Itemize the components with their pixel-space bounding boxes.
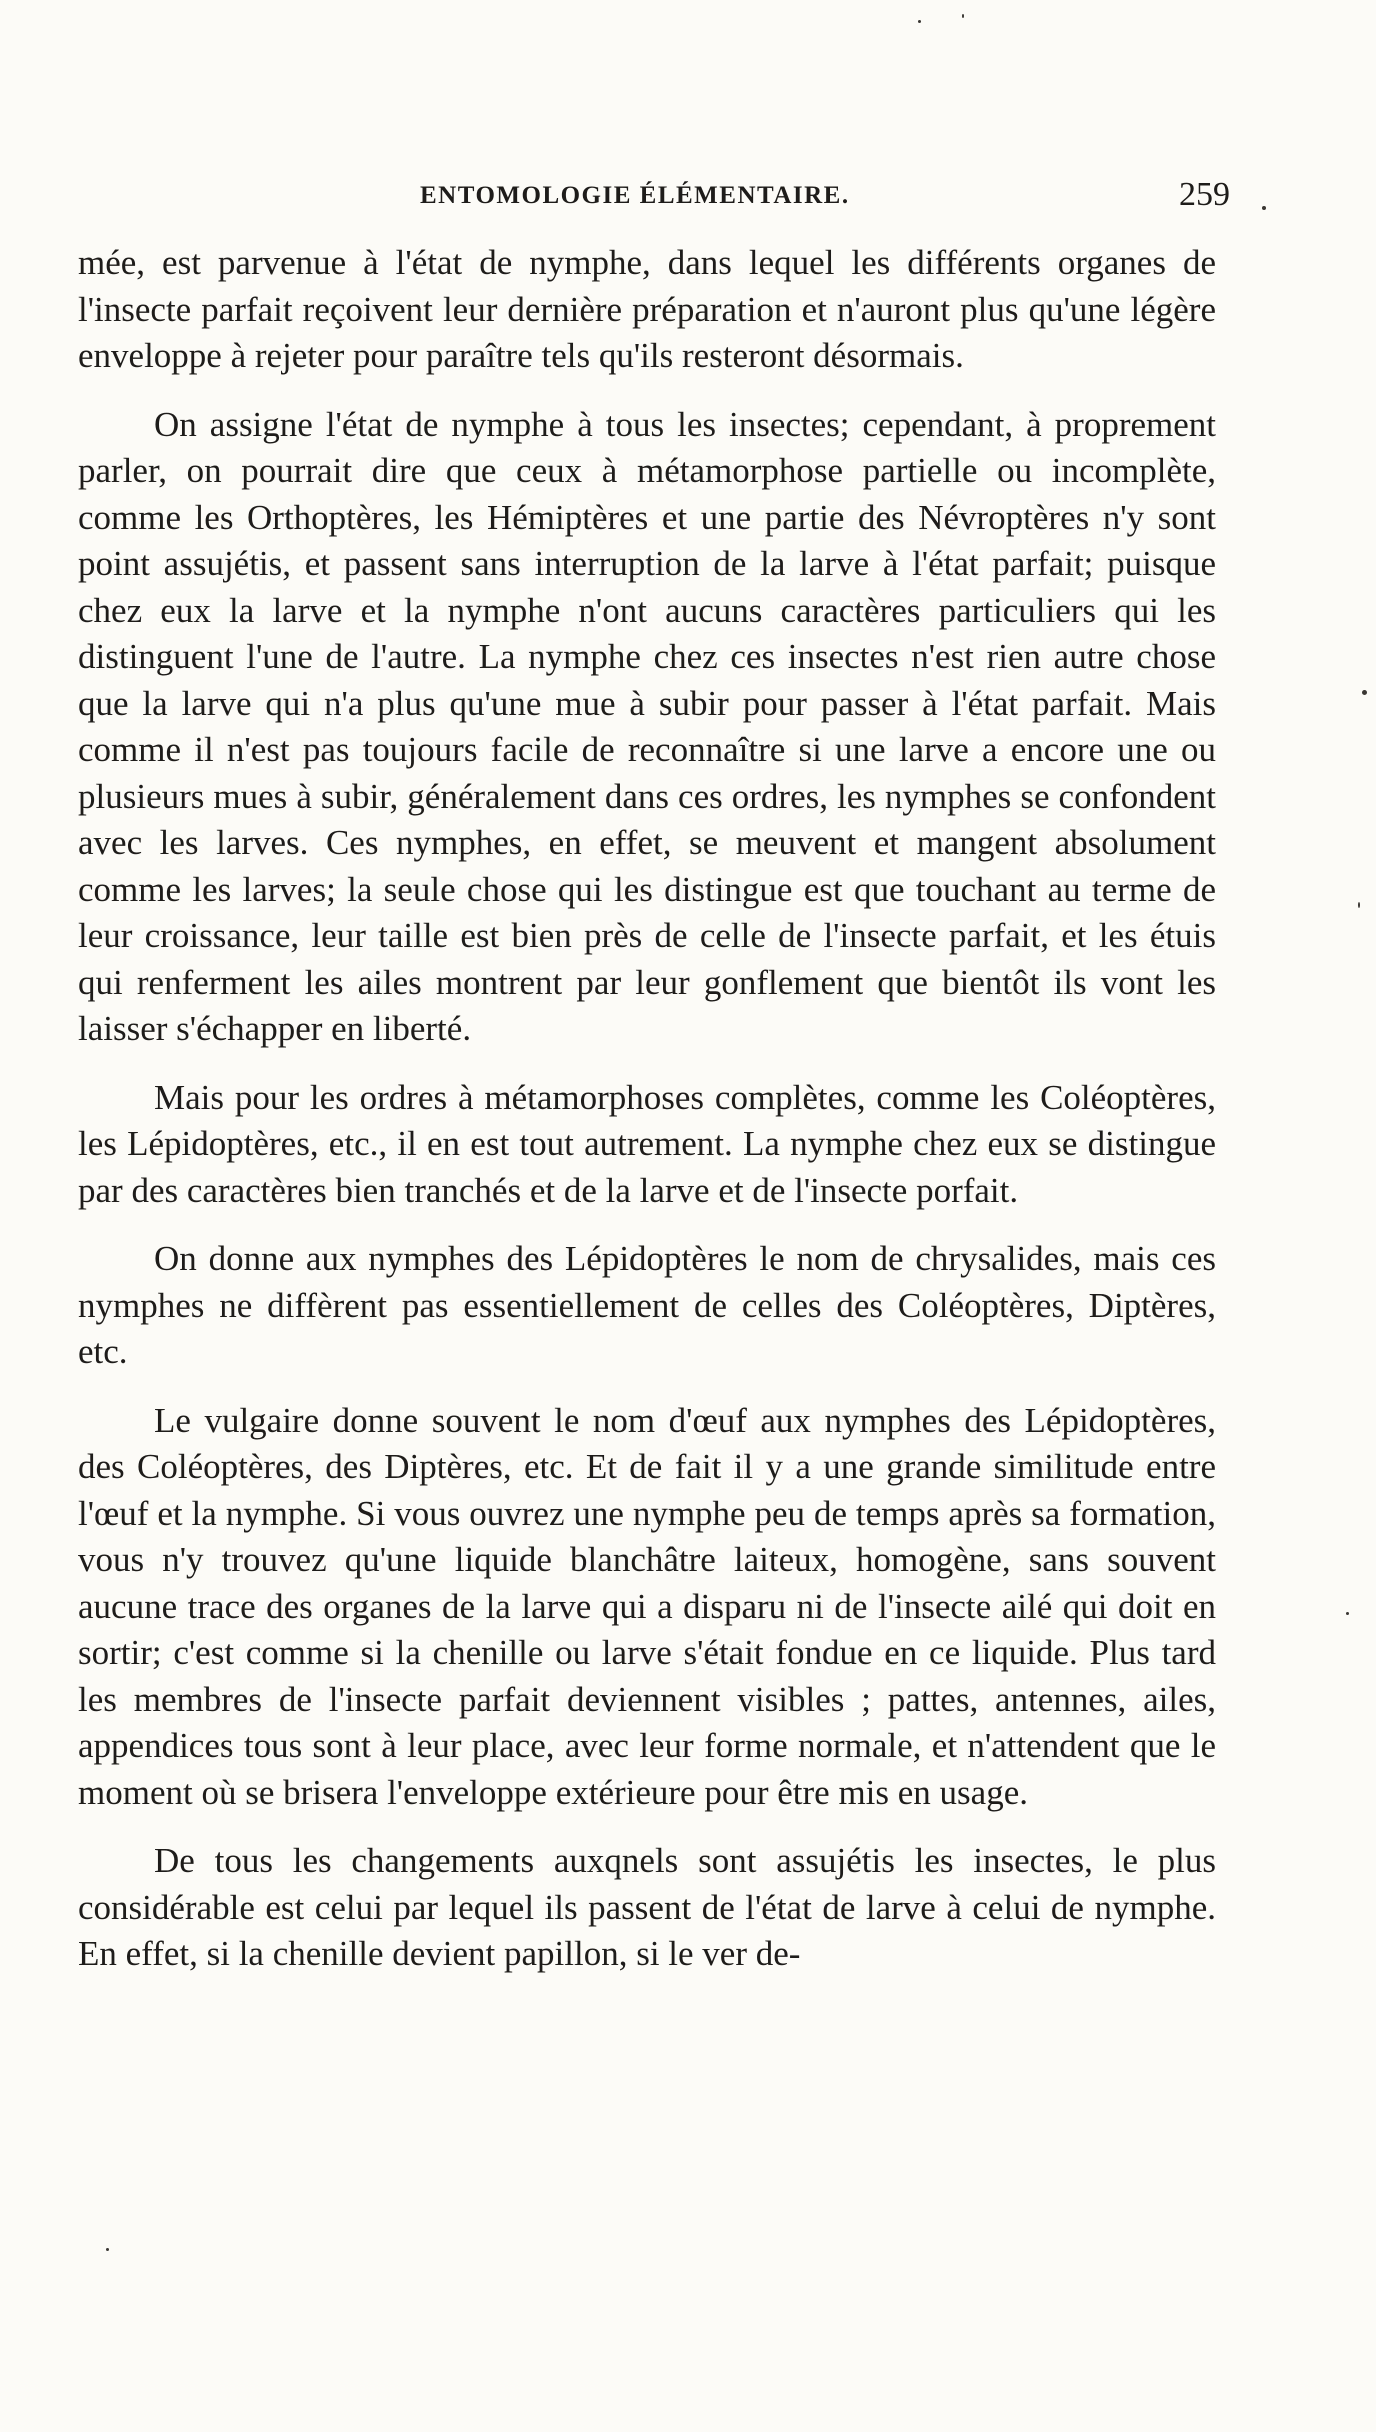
paragraph-complete-metamorphosis: Mais pour les ordres à métamorphoses complètes, comme les Coléoptères, les Lépidoptères, etc., il en est tout autrement. La nymphe chez eux se distingue par des caractères bien tranchés et de la larve et de l'insecte porfait. [78, 1077, 1216, 1210]
paragraph-egg-nymph: Le vulgaire donne souvent le nom d'œuf aux nymphes des Lépidoptères, des Coléoptères, des Diptères, etc. Et de fait il y a une grande similitude entre l'œuf et la nymphe. Si vous ouvrez une nymphe peu de temps après sa formation, vous n'y trouvez qu'une liquide blanchâtre laiteux, homogène, sans souvent aucune trace des organes de la larve qui a disparu ni de l'insecte ailé qui doit en sortir; c'est comme si la chenille ou larve s'était fondue en ce liquide. Plus tard les membres de l'insecte parfait deviennent visibles ; pattes, antennes, ailes, appendices tous sont à leur place, avec leur forme normale, et n'attendent que le moment où se brisera l'enveloppe extérieure pour être mis en usage. [78, 1400, 1216, 1812]
page-number: 259 [1179, 176, 1230, 213]
paragraph-chrysalides: On donne aux nymphes des Lépidoptères le nom de chrysalides, mais ces nymphes ne diffèrent pas essentiellement de celles des Coléoptères, Diptères, etc. [78, 1239, 1216, 1371]
scan-speck [1358, 902, 1360, 908]
paragraph-changes: De tous les changements auxqnels sont assujétis les insectes, le plus considérable est celui par lequel ils passent de l'état de larve à celui de nymphe. En effet, si la chenille devient papillon, si le ver de- [78, 1841, 1216, 1973]
paragraph-continued: mée, est parvenue à l'état de nymphe, dans lequel les différents organes de l'insecte parfait reçoivent leur dernière préparation et n'auront plus qu'une légère enveloppe à rejeter pour paraître tels qu'ils resteront désormais. [78, 243, 1216, 375]
scan-speck [918, 20, 921, 23]
scan-speck [1262, 206, 1266, 210]
scan-speck [1346, 1612, 1349, 1615]
running-title: ENTOMOLOGIE ÉLÉMENTAIRE. [420, 182, 850, 209]
scan-speck [962, 14, 964, 18]
scan-speck [1362, 690, 1367, 695]
scan-speck [106, 2248, 109, 2251]
paragraph-nymph-state: On assigne l'état de nymphe à tous les insectes; cependant, à proprement parler, on pourrait dire que ceux à métamorphose partielle ou incomplète, comme les Orthoptères, les Hémiptères et une partie des Névroptères n'y sont point assujétis, et passent sans interruption de la larve à l'état parfait; puisque chez eux la larve et la nymphe n'ont aucuns caractères particuliers qui les distinguent l'une de l'autre. La nymphe chez ces insectes n'est rien autre chose que la larve qui n'a plus qu'une mue à subir pour passer à l'état parfait. Mais comme il n'est pas toujours facile de reconnaître si une larve a encore une ou plusieurs mues à subir, généralement dans ces ordres, les nymphes se confondent avec les larves. Ces nymphes, en effet, se meuvent et mangent absolument comme les larves; la seule chose qui les distingue est que touchant au terme de leur croissance, leur taille est bien près de celle de l'insecte parfait, et les étuis qui renferment les ailes montrent par leur gonflement que bientôt ils vont les laisser s'échapper en liberté. [78, 404, 1216, 1048]
running-head [80, 178, 1230, 218]
body-text [78, 240, 1216, 2000]
